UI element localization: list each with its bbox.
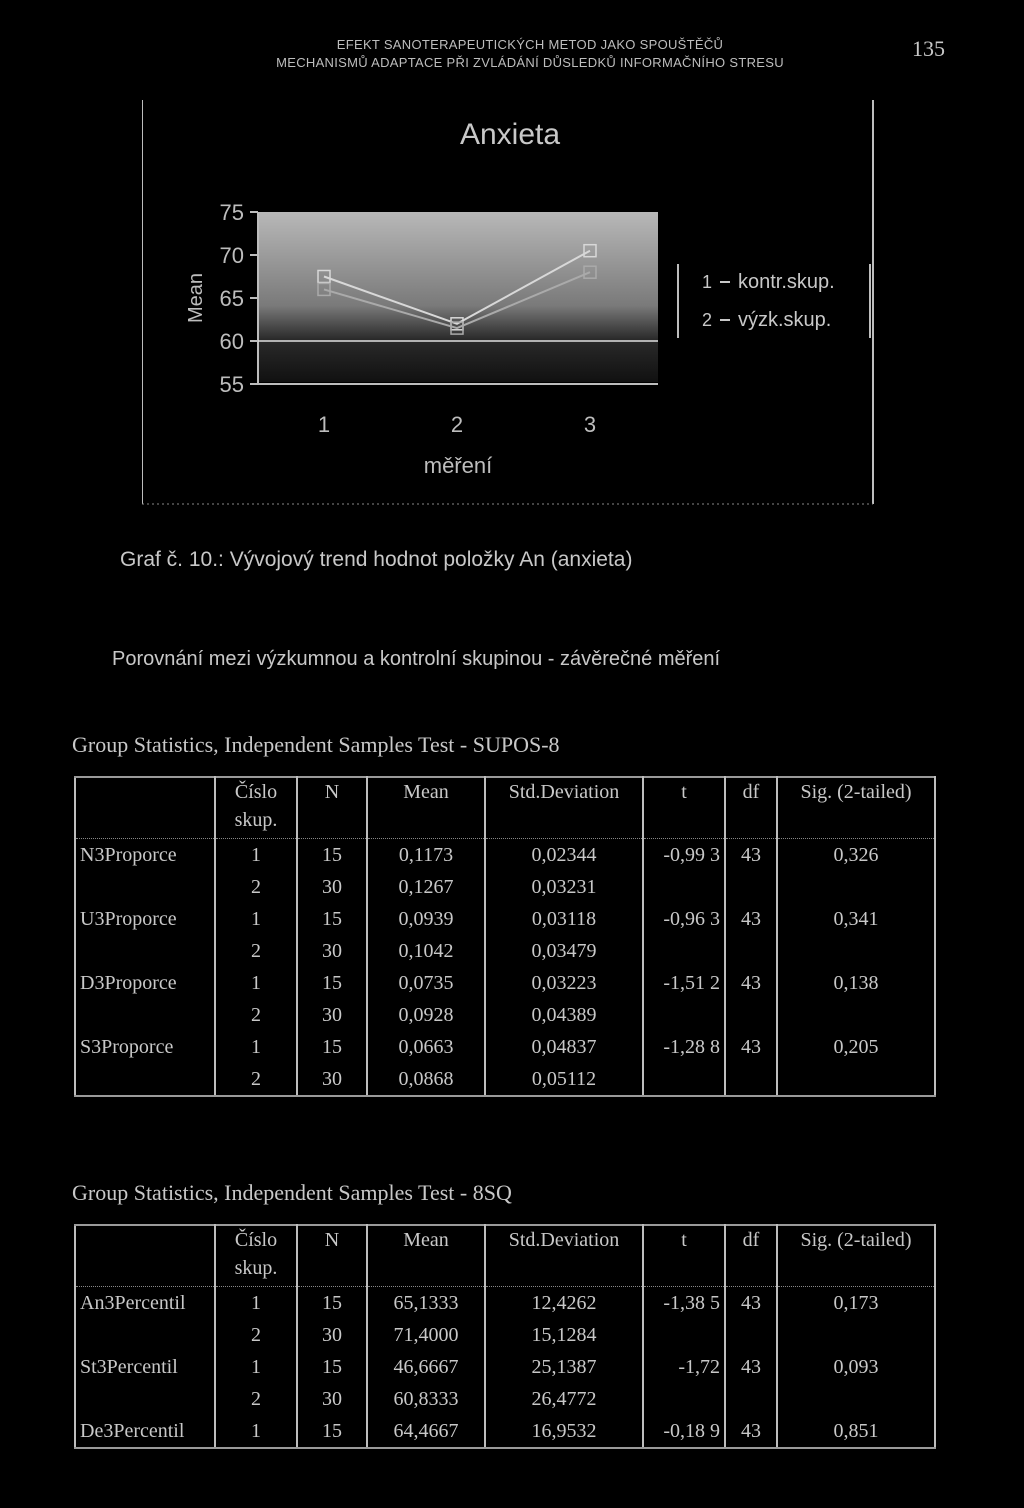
table-cell: [643, 1383, 725, 1415]
column-header: Číslo skup.: [215, 1225, 297, 1287]
legend-marker: 2: [702, 310, 713, 330]
table-cell: 2: [215, 1383, 297, 1415]
table-cell: 26,4772: [485, 1383, 643, 1415]
chart-legend: [678, 264, 870, 338]
table-cell: 2: [215, 935, 297, 967]
table-cell: 0,02344: [485, 839, 643, 872]
table-cell: [725, 1319, 777, 1351]
table-cell: 15: [297, 903, 367, 935]
column-header: df: [725, 777, 777, 839]
table-cell: [777, 935, 935, 967]
page-number: 135: [912, 36, 945, 61]
table-cell: 30: [297, 1063, 367, 1096]
table-cell: -0,18 9: [643, 1415, 725, 1448]
column-header: Mean: [367, 777, 485, 839]
running-header: [170, 36, 890, 72]
table-cell: -1,38 5: [643, 1287, 725, 1320]
table-cell: 30: [297, 999, 367, 1031]
y-tick-label: 70: [219, 243, 244, 268]
x-axis-label: měření: [423, 453, 493, 478]
table-cell: 43: [725, 903, 777, 935]
table-cell: 64,4667: [367, 1415, 485, 1448]
table-row: [75, 1351, 935, 1383]
section-subtitle: Porovnání mezi výzkumnou a kontrolní skupinou - závěrečné měření: [112, 648, 721, 670]
table-cell: 0,138: [777, 967, 935, 999]
table-cell: 2: [215, 1063, 297, 1096]
table-cell: 30: [297, 935, 367, 967]
table-cell: 25,1387: [485, 1351, 643, 1383]
chart-svg: [142, 98, 874, 506]
table-row: [75, 967, 935, 999]
table-cell: 43: [725, 839, 777, 872]
table-cell: -1,28 8: [643, 1031, 725, 1063]
table-cell: 43: [725, 1031, 777, 1063]
table-cell: 0,0939: [367, 903, 485, 935]
column-header: N: [297, 1225, 367, 1287]
table-row: [75, 999, 935, 1031]
table-cell: 0,03223: [485, 967, 643, 999]
table-cell: -1,72: [643, 1351, 725, 1383]
table-cell: [643, 999, 725, 1031]
column-header: N: [297, 777, 367, 839]
table-cell: 2: [215, 999, 297, 1031]
y-tick-label: 65: [219, 286, 244, 311]
table-row: [75, 1383, 935, 1415]
table-cell: De3Percentil: [75, 1415, 215, 1448]
table-cell: 0,205: [777, 1031, 935, 1063]
table-cell: N3Proporce: [75, 839, 215, 872]
table-cell: U3Proporce: [75, 903, 215, 935]
table-cell: S3Proporce: [75, 1031, 215, 1063]
table-cell: 2: [215, 1319, 297, 1351]
legend-marker: 1: [702, 272, 713, 292]
column-header: t: [643, 1225, 725, 1287]
table-cell: 43: [725, 967, 777, 999]
table-cell: An3Percentil: [75, 1287, 215, 1320]
table-cell: [725, 999, 777, 1031]
table-cell: 15: [297, 1287, 367, 1320]
table-row: [75, 1031, 935, 1063]
x-tick-label: 3: [583, 412, 597, 437]
table-cell: 0,0735: [367, 967, 485, 999]
column-header: Std.Deviation: [485, 777, 643, 839]
table-cell: 1: [215, 1031, 297, 1063]
table-cell: [75, 871, 215, 903]
table-cell: [777, 1063, 935, 1096]
table2-title: Group Statistics, Independent Samples Test - 8SQ: [72, 1180, 512, 1205]
table-cell: 30: [297, 871, 367, 903]
table-cell: [725, 935, 777, 967]
table-cell: [643, 1063, 725, 1096]
table-cell: [643, 1319, 725, 1351]
table-row: [75, 839, 935, 872]
plot-area: [258, 212, 658, 382]
table-cell: 0,03231: [485, 871, 643, 903]
table-cell: [75, 1063, 215, 1096]
table-cell: 0,0868: [367, 1063, 485, 1096]
table-cell: 0,341: [777, 903, 935, 935]
running-header-line-2: MECHANISMŮ ADAPTACE PŘI ZVLÁDÁNÍ DŮSLEDKŮ INFORMAČNÍHO STRESU: [276, 55, 784, 70]
table-cell: -1,51 2: [643, 967, 725, 999]
table-cell: 0,05112: [485, 1063, 643, 1096]
table-cell: [643, 935, 725, 967]
y-tick-label: 55: [219, 372, 244, 397]
table-cell: 15: [297, 839, 367, 872]
table-cell: 0,03479: [485, 935, 643, 967]
table-cell: 1: [215, 1415, 297, 1448]
column-header: Std.Deviation: [485, 1225, 643, 1287]
table-cell: 43: [725, 1415, 777, 1448]
table-row: [75, 1287, 935, 1320]
table-cell: 1: [215, 839, 297, 872]
legend-label: výzk.skup.: [738, 309, 832, 331]
table-row: [75, 1319, 935, 1351]
table-cell: 12,4262: [485, 1287, 643, 1320]
table-cell: [777, 999, 935, 1031]
table-cell: 15: [297, 1031, 367, 1063]
table-cell: [725, 1063, 777, 1096]
table-cell: 15: [297, 967, 367, 999]
table-cell: -0,99 3: [643, 839, 725, 872]
table-cell: St3Percentil: [75, 1351, 215, 1383]
table-cell: 0,173: [777, 1287, 935, 1320]
y-axis-label: Mean: [185, 272, 207, 324]
table-row: [75, 935, 935, 967]
table-cell: 0,851: [777, 1415, 935, 1448]
column-header: Sig. (2-tailed): [777, 777, 935, 839]
table-cell: D3Proporce: [75, 967, 215, 999]
column-header: t: [643, 777, 725, 839]
table-cell: [777, 1319, 935, 1351]
table-cell: 15: [297, 1415, 367, 1448]
table-cell: [75, 1319, 215, 1351]
8sq-table: [74, 1224, 936, 1449]
x-tick-label: 2: [450, 412, 464, 437]
y-tick-label: 60: [219, 329, 244, 354]
table-cell: [75, 935, 215, 967]
table-cell: 0,04837: [485, 1031, 643, 1063]
table-cell: [725, 871, 777, 903]
table-cell: 1: [215, 967, 297, 999]
column-header: Mean: [367, 1225, 485, 1287]
table-cell: 15: [297, 1351, 367, 1383]
table-cell: 65,1333: [367, 1287, 485, 1320]
table-cell: 0,0663: [367, 1031, 485, 1063]
table-cell: [75, 1383, 215, 1415]
column-header: df: [725, 1225, 777, 1287]
table-cell: 0,1267: [367, 871, 485, 903]
table-row: [75, 903, 935, 935]
table-cell: 1: [215, 903, 297, 935]
column-header: Sig. (2-tailed): [777, 1225, 935, 1287]
figure-caption: Graf č. 10.: Vývojový trend hodnot položky An (anxieta): [120, 548, 633, 571]
x-tick-label: 1: [317, 412, 331, 437]
table-cell: 0,03118: [485, 903, 643, 935]
table-cell: 16,9532: [485, 1415, 643, 1448]
table-cell: 0,1173: [367, 839, 485, 872]
table-cell: [725, 1383, 777, 1415]
table-cell: [75, 999, 215, 1031]
chart-title: Anxieta: [459, 118, 561, 151]
column-header: [75, 777, 215, 839]
running-header-line-1: EFEKT SANOTERAPEUTICKÝCH METOD JAKO SPOUŠTĚČŮ: [336, 37, 724, 52]
table-row: [75, 1063, 935, 1096]
table-cell: [777, 871, 935, 903]
table-cell: 15,1284: [485, 1319, 643, 1351]
table-cell: 43: [725, 1287, 777, 1320]
table-cell: 0,0928: [367, 999, 485, 1031]
table-cell: 0,326: [777, 839, 935, 872]
table-cell: 1: [215, 1351, 297, 1383]
table-cell: 1: [215, 1287, 297, 1320]
column-header: Číslo skup.: [215, 777, 297, 839]
table-cell: 0,093: [777, 1351, 935, 1383]
anxieta-chart: [142, 98, 874, 506]
table-cell: -0,96 3: [643, 903, 725, 935]
column-header: [75, 1225, 215, 1287]
table-cell: 60,8333: [367, 1383, 485, 1415]
table-cell: 71,4000: [367, 1319, 485, 1351]
table-cell: 43: [725, 1351, 777, 1383]
table-cell: [643, 871, 725, 903]
table-row: [75, 1415, 935, 1448]
table-cell: 30: [297, 1319, 367, 1351]
table-cell: [777, 1383, 935, 1415]
table-cell: 46,6667: [367, 1351, 485, 1383]
table1-title: Group Statistics, Independent Samples Test - SUPOS-8: [72, 732, 560, 757]
table-cell: 0,1042: [367, 935, 485, 967]
table-cell: 30: [297, 1383, 367, 1415]
legend-label: kontr.skup.: [738, 271, 835, 293]
supos8-table: [74, 776, 936, 1097]
table-row: [75, 871, 935, 903]
table-cell: 0,04389: [485, 999, 643, 1031]
y-tick-label: 75: [219, 200, 244, 225]
table-cell: 2: [215, 871, 297, 903]
